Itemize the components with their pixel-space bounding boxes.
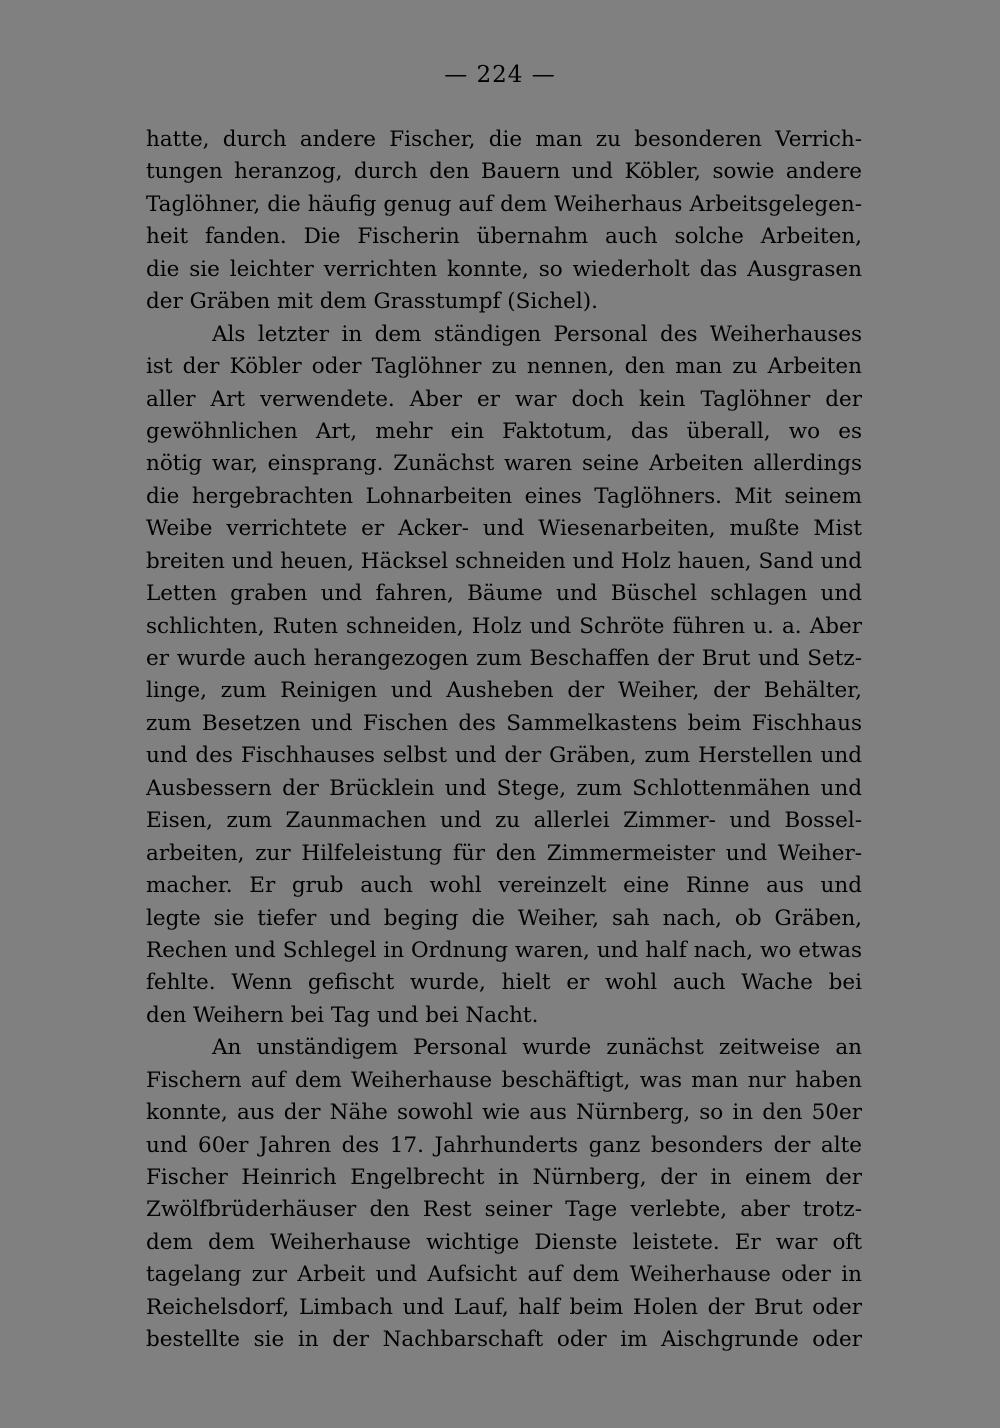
text-line: und des Fischhauses selbst und der Gräben, zum Herstellen und xyxy=(146,743,862,769)
text-line: Weibe verrichtete er Acker- und Wiesenarbeiten, mußte Mist xyxy=(146,516,862,542)
text-line: Letten graben und fahren, Bäume und Büschel schlagen und xyxy=(146,581,862,607)
text-line: Ausbessern der Brücklein und Stege, zum Schlottenmähen und xyxy=(146,775,862,801)
text-line: Fischer Heinrich Engelbrecht in Nürnberg, der in einem der xyxy=(146,1165,862,1190)
text-line: Zwölfbrüderhäuser den Rest seiner Tage verlebte, aber trotz- xyxy=(146,1197,862,1223)
text-line: heit fanden. Die Fischerin übernahm auch solche Arbeiten, xyxy=(146,224,862,250)
text-line: die hergebrachten Lohnarbeiten eines Taglöhners. Mit seinem xyxy=(146,483,862,509)
text-line: dem dem Weiherhause wichtige Dienste leistete. Er war oft xyxy=(146,1229,862,1255)
text-line: aller Art verwendete. Aber er war doch kein Taglöhner der xyxy=(146,386,862,412)
text-line: Fischern auf dem Weiherhause beschäftigt, was man nur haben xyxy=(146,1067,862,1093)
text-line: macher. Er grub auch wohl vereinzelt eine Rinne aus und xyxy=(146,873,862,899)
text-line: legte sie tiefer und beging die Weiher, sah nach, ob Gräben, xyxy=(146,905,862,931)
text-line: Rechen und Schlegel in Ordnung waren, und half nach, wo etwas xyxy=(146,937,862,963)
text-line: die sie leichter verrichten konnte, so wiederholt das Ausgrasen xyxy=(146,256,862,282)
text-line: Reichelsdorf, Limbach und Lauf, half beim Holen der Brut oder xyxy=(146,1294,862,1320)
text-line: Eisen, zum Zaunmachen und zu allerlei Zimmer- und Bossel- xyxy=(146,808,862,834)
text-line: und 60er Jahren des 17. Jahrhunderts ganz besonders der alte xyxy=(146,1132,862,1158)
text-line: zum Besetzen und Fischen des Sammelkastens beim Fischhaus xyxy=(146,710,862,736)
text-line: er wurde auch herangezogen zum Beschaffen der Brut und Setz- xyxy=(146,646,862,671)
text-line: gewöhnlichen Art, mehr ein Faktotum, das überall, wo es xyxy=(146,418,862,444)
text-line: schlichten, Ruten schneiden, Holz und Schröte führen u. a. Aber xyxy=(146,613,862,639)
text-line: konnte, aus der Nähe sowohl wie aus Nürnberg, so in den 50er xyxy=(146,1100,862,1126)
text-line: breiten und heuen, Häcksel schneiden und Holz hauen, Sand und xyxy=(146,548,862,574)
text-line: tungen heranzog, durch den Bauern und Köbler, sowie andere xyxy=(146,159,862,185)
text-line: Taglöhner, die häufig genug auf dem Weiherhaus Arbeitsgelegen- xyxy=(146,191,862,217)
body-text xyxy=(146,124,862,1357)
text-line: arbeiten, zur Hilfeleistung für den Zimmermeister und Weiher- xyxy=(146,840,862,866)
text-line: der Gräben mit dem Grasstumpf (Sichel). xyxy=(146,289,598,315)
text-line: fehlte. Wenn gefischt wurde, hielt er wohl auch Wache bei xyxy=(146,970,862,996)
text-line: bestellte sie in der Nachbarschaft oder im Aischgrunde oder xyxy=(146,1327,862,1353)
text-line: hatte, durch andere Fischer, die man zu besonderen Verrich- xyxy=(146,127,862,152)
text-line: linge, zum Reinigen und Ausheben der Weiher, der Behälter, xyxy=(146,678,862,704)
paragraph-start-line: An unständigem Personal wurde zunächst zeitweise an xyxy=(212,1035,862,1061)
page-number: — 224 — xyxy=(444,62,556,88)
paragraph-start-line: Als letzter in dem ständigen Personal des Weiherhauses xyxy=(212,321,862,347)
text-line: tagelang zur Arbeit und Aufsicht auf dem Weiherhause oder in xyxy=(146,1262,862,1288)
text-line: den Weihern bei Tag und bei Nacht. xyxy=(146,1002,539,1028)
text-line: nötig war, einsprang. Zunächst waren seine Arbeiten allerdings xyxy=(146,451,862,477)
text-line: ist der Köbler oder Taglöhner zu nennen, den man zu Arbeiten xyxy=(146,354,862,380)
